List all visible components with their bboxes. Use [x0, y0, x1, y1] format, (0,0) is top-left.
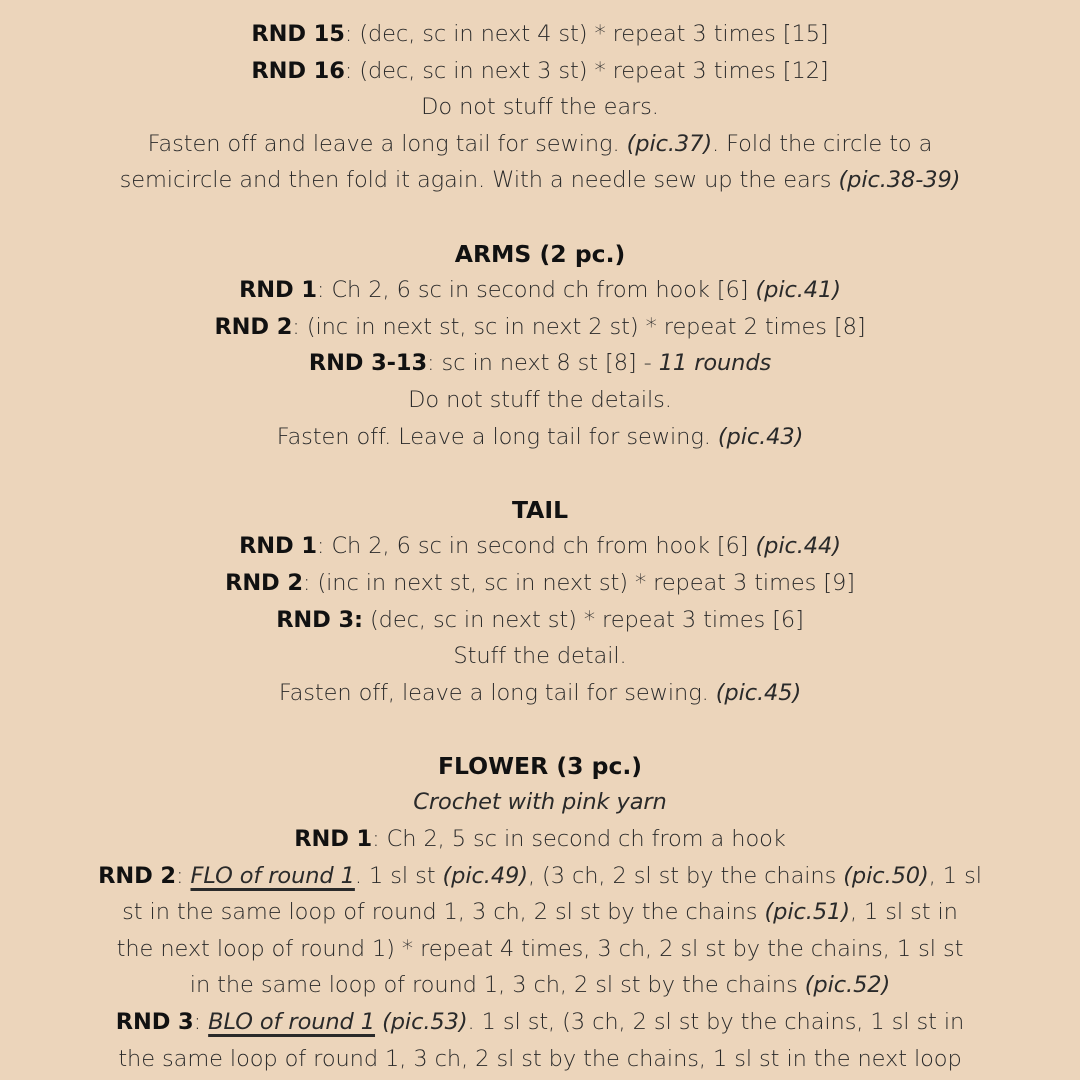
pic-ref: (pic.38-39)	[838, 167, 961, 194]
arms-note-fasten	[40, 419, 1040, 456]
rnd-text: , (3 ch, 2 sl st by the chains	[527, 862, 844, 889]
pic-ref: (pic.50)	[843, 862, 929, 889]
rnd-text: , 1 sl	[928, 862, 982, 889]
rnd-label: RND 1	[239, 277, 317, 304]
rnd-label: RND 3-13	[308, 350, 428, 377]
rnd-label: RND 2	[214, 313, 293, 340]
pic-ref: (pic.43)	[717, 423, 804, 450]
rnd16-line	[40, 53, 1040, 90]
loop-ref: BLO of round 1	[208, 1009, 376, 1036]
rnd-label: RND 3	[115, 1009, 194, 1036]
ears-note-fold	[40, 162, 1040, 199]
pic-ref: (pic.51)	[764, 899, 850, 926]
rnd-text: (dec, sc in next st) * repeat 3 times [6]	[362, 606, 804, 633]
rnd-text: : (dec, sc in next 3 st) * repeat 3 times [12]	[344, 57, 829, 84]
pic-ref: (pic.52)	[804, 972, 891, 999]
rnd-text: : Ch 2, 5 sc in second ch from a hook	[372, 826, 786, 853]
pic-ref: (pic.44)	[755, 533, 841, 560]
rnd-text: st in the same loop of round 1, 3 ch, 2 sl st by the chains	[122, 899, 765, 926]
rnd15-line	[40, 16, 1040, 53]
flower-heading: FLOWER (3 pc.)	[437, 751, 643, 780]
rounds-note: 11 rounds	[658, 350, 772, 377]
pic-ref: (pic.41)	[755, 277, 841, 304]
note-text: Fasten off, leave a long tail for sewing.	[278, 679, 716, 706]
rnd-text: . 1 sl st	[354, 862, 443, 889]
section-gap	[40, 455, 1040, 492]
arms-rnd2	[40, 309, 1040, 346]
rnd-text: : (inc in next st, sc in next st) * repeat 3 times [9]	[302, 569, 855, 596]
rnd-label: RND 15	[251, 21, 345, 47]
rnd-label: RND 3:	[276, 606, 363, 633]
rnd-text: : (inc in next st, sc in next 2 st) * repeat 2 times [8]	[292, 313, 866, 340]
flower-rnd2-line3: the next loop of round 1) * repeat 4 times, 3 ch, 2 sl st by the chains, 1 sl st	[116, 935, 964, 962]
note-text: Fasten off and leave a long tail for sewing.	[147, 130, 627, 157]
rnd-label: RND 1	[294, 826, 373, 853]
note-text: . Fold the circle to a	[712, 130, 933, 157]
arms-rnd3-13	[40, 345, 1040, 382]
rnd-text: :	[193, 1009, 209, 1036]
flower-subtitle: Crochet with pink yarn	[413, 789, 667, 816]
flower-rnd3-line1	[40, 1004, 1040, 1041]
note-text: Fasten off. Leave a long tail for sewing.	[276, 423, 718, 450]
rnd-text: : sc in next 8 st [8] -	[427, 350, 659, 377]
rnd-text: : Ch 2, 6 sc in second ch from hook [6]	[316, 533, 756, 560]
rnd-text: : Ch 2, 6 sc in second ch from hook [6]	[316, 277, 756, 304]
arms-note-no-stuff: Do not stuff the details.	[408, 386, 672, 413]
flower-rnd2-line2	[40, 894, 1040, 931]
rnd-text: . 1 sl st, (3 ch, 2 sl st by the chains, 1 sl st in	[467, 1009, 965, 1036]
note-text: semicircle and then fold it again. With a needle sew up the ears	[119, 167, 839, 194]
tail-rnd3	[40, 602, 1040, 639]
rnd-text: in the same loop of round 1, 3 ch, 2 sl st by the chains	[189, 972, 805, 999]
tail-heading: TAIL	[511, 495, 569, 524]
flower-rnd2-line1	[40, 858, 1040, 895]
rnd-label: RND 1	[239, 533, 317, 560]
pic-ref: (pic.37)	[626, 130, 713, 157]
flower-rnd1	[40, 821, 1040, 858]
arms-rnd1	[40, 272, 1040, 309]
flower-rnd2-line4	[40, 967, 1040, 1004]
rnd-label: RND 16	[251, 57, 345, 84]
ears-note-no-stuff: Do not stuff the ears.	[421, 94, 659, 121]
tail-note-fasten	[40, 675, 1040, 712]
rnd-label: RND 2	[225, 569, 303, 596]
tail-note-stuff: Stuff the detail.	[453, 643, 627, 670]
section-gap	[40, 711, 1040, 748]
arms-heading: ARMS (2 pc.)	[454, 239, 626, 268]
pic-ref: (pic.45)	[715, 679, 802, 706]
flower-rnd3-line2: the same loop of round 1, 3 ch, 2 sl st by the chains, 1 sl st in the next loop	[118, 1045, 962, 1072]
tail-rnd1	[40, 528, 1040, 565]
loop-ref: FLO of round 1	[190, 862, 355, 889]
rnd-text: :	[175, 862, 191, 889]
pic-ref: (pic.49)	[442, 862, 528, 889]
tail-rnd2	[40, 565, 1040, 602]
rnd-text: , 1 sl st in	[849, 899, 958, 926]
rnd-text: : (dec, sc in next 4 st) * repeat 3 times [15]	[344, 21, 829, 47]
pic-ref: (pic.53)	[375, 1009, 468, 1036]
ears-note-fasten	[40, 126, 1040, 163]
section-gap	[40, 199, 1040, 236]
rnd-label: RND 2	[98, 862, 176, 889]
